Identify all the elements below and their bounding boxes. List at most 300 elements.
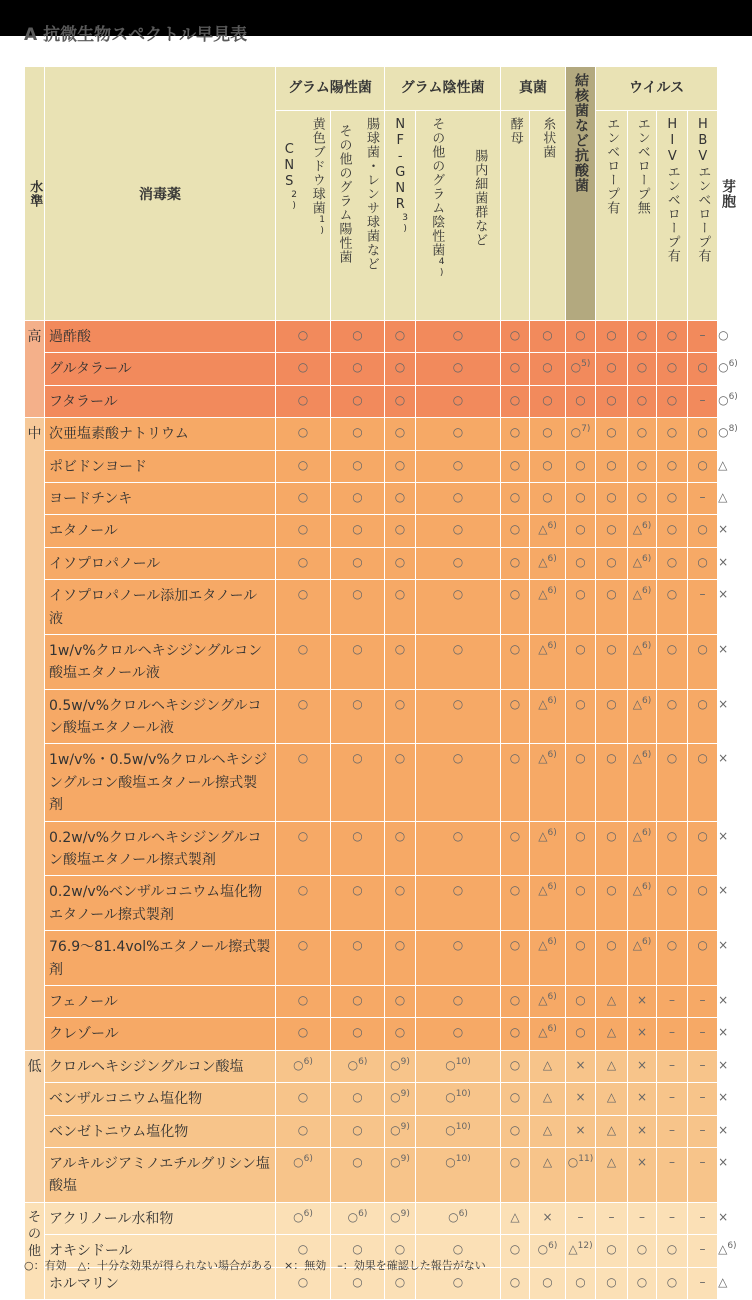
value-cell: ○ bbox=[416, 689, 501, 744]
table-row: ベンザルコニウム塩化物 ○ ○ ○$^{9)}$ ○$^{10)}$ ○ △ × △ × – – × bbox=[25, 1083, 718, 1115]
value-cell: ○$^{10)}$ bbox=[416, 1115, 501, 1147]
value-cell: ○ bbox=[596, 385, 628, 417]
value-cell: × bbox=[566, 1050, 596, 1082]
value-cell: ○$^{10)}$ bbox=[416, 1147, 501, 1202]
value-cell: △$^{6)}$ bbox=[530, 985, 566, 1017]
value-cell: ○$^{6)}$ bbox=[331, 1202, 385, 1234]
value-cell: △$^{6)}$ bbox=[530, 515, 566, 547]
value-cell: × bbox=[628, 1050, 657, 1082]
value-cell: ○ bbox=[566, 515, 596, 547]
disinfectant-name: ポビドンヨード bbox=[45, 450, 276, 482]
value-cell: ○ bbox=[596, 931, 628, 986]
value-cell: ○ bbox=[385, 547, 416, 579]
column-header-label: その他のグラム陽性菌 bbox=[336, 124, 352, 264]
value-cell: ○ bbox=[385, 353, 416, 385]
value-cell: ○ bbox=[276, 744, 331, 821]
value-cell: ○ bbox=[566, 985, 596, 1017]
disinfectant-name: アルキルジアミノエチルグリシン塩酸塩 bbox=[45, 1147, 276, 1202]
value-cell: ○ bbox=[688, 547, 718, 579]
value-cell: ○ bbox=[416, 1267, 501, 1299]
value-cell: △ bbox=[596, 1083, 628, 1115]
value-cell: ○ bbox=[276, 634, 331, 689]
value-cell: △ bbox=[530, 1050, 566, 1082]
value-cell: △$^{6)}$ bbox=[530, 1018, 566, 1050]
column-header-label: HBVエンベロープ有 bbox=[695, 117, 711, 263]
value-cell: ○ bbox=[385, 744, 416, 821]
value-cell: △ bbox=[530, 1147, 566, 1202]
value-cell: – bbox=[657, 1115, 688, 1147]
table-row: グルタラール ○ ○ ○ ○ ○ ○ ○$^{5)}$ ○ ○ ○ ○ ○$^{6)}$ bbox=[25, 353, 718, 385]
value-cell: △ bbox=[501, 1202, 530, 1234]
value-cell: ○$^{11)}$ bbox=[566, 1147, 596, 1202]
value-cell: ○ bbox=[688, 744, 718, 821]
value-cell: ○ bbox=[501, 634, 530, 689]
value-cell: ○ bbox=[331, 1018, 385, 1050]
value-cell: ○ bbox=[276, 321, 331, 353]
value-cell: ○ bbox=[331, 1115, 385, 1147]
value-cell: ○ bbox=[385, 1267, 416, 1299]
value-cell: ○ bbox=[566, 931, 596, 986]
column-header-label: 腸球菌・レンサ球菌など bbox=[364, 117, 379, 271]
column-header-label: CNS$^{2)}$ bbox=[281, 142, 300, 212]
level-cell: 中 bbox=[25, 418, 45, 1051]
value-cell: △$^{6)}$ bbox=[530, 547, 566, 579]
column-header-label: 腸内細菌群など bbox=[472, 149, 488, 247]
value-cell: ○ bbox=[566, 321, 596, 353]
value-cell: – bbox=[566, 1202, 596, 1234]
value-cell: ○ bbox=[331, 821, 385, 876]
disinfectant-name: 1w/v%・0.5w/v%クロルヘキシジングルコン酸塩エタノール擦式製剤 bbox=[45, 744, 276, 821]
value-cell: ○ bbox=[530, 385, 566, 417]
value-cell: ○ bbox=[276, 821, 331, 876]
value-cell: △$^{6)}$ bbox=[530, 580, 566, 635]
value-cell: ○ bbox=[501, 689, 530, 744]
disinfectant-name: アクリノール水和物 bbox=[45, 1202, 276, 1234]
value-cell: ○ bbox=[596, 689, 628, 744]
value-cell: ○ bbox=[385, 876, 416, 931]
value-cell: ○ bbox=[628, 450, 657, 482]
value-cell: ○ bbox=[566, 821, 596, 876]
value-cell: ○ bbox=[331, 876, 385, 931]
value-cell: ○ bbox=[331, 1083, 385, 1115]
disinfectant-name: 次亜塩素酸ナトリウム bbox=[45, 418, 276, 450]
value-cell: ○ bbox=[331, 353, 385, 385]
table-row: 高 過酢酸 ○ ○ ○ ○ ○ ○ ○ ○ ○ ○ – ○ bbox=[25, 321, 718, 353]
value-cell: ○ bbox=[416, 482, 501, 514]
value-cell: ○ bbox=[331, 321, 385, 353]
table-row: 76.9～81.4vol%エタノール擦式製剤 ○ ○ ○ ○ ○ △$^{6)}$ ○ ○ △$^{6)}$ ○ ○ × bbox=[25, 931, 718, 986]
value-cell: ○ bbox=[596, 450, 628, 482]
disinfectant-name: クレゾール bbox=[45, 1018, 276, 1050]
value-cell: ○ bbox=[628, 353, 657, 385]
value-cell: ○ bbox=[385, 450, 416, 482]
group-fungi: 真菌 bbox=[501, 67, 566, 111]
value-cell: ○ bbox=[566, 634, 596, 689]
value-cell: ○ bbox=[596, 547, 628, 579]
value-cell: ○ bbox=[416, 321, 501, 353]
value-cell: ○ bbox=[688, 353, 718, 385]
value-cell: ○ bbox=[657, 547, 688, 579]
table-row: ヨードチンキ ○ ○ ○ ○ ○ ○ ○ ○ ○ ○ – △ bbox=[25, 482, 718, 514]
value-cell: △ bbox=[596, 1050, 628, 1082]
disinfectant-name: イソプロパノール bbox=[45, 547, 276, 579]
table-row: 0.2w/v%ベンザルコニウム塩化物エタノール擦式製剤 ○ ○ ○ ○ ○ △$^{6)}$ ○ ○ △$^{6)}$ ○ ○ × bbox=[25, 876, 718, 931]
spectrum-table bbox=[24, 66, 738, 1300]
level-header-label: 水準 bbox=[27, 179, 43, 208]
value-cell: ○ bbox=[276, 876, 331, 931]
table-row: 0.5w/v%クロルヘキシジングルコン酸塩エタノール液 ○ ○ ○ ○ ○ △$^{6)}$ ○ ○ △$^{6)}$ ○ ○ × bbox=[25, 689, 718, 744]
value-cell: ○ bbox=[657, 931, 688, 986]
value-cell: ○ bbox=[501, 876, 530, 931]
disinfectant-header: 消毒薬 bbox=[45, 67, 276, 321]
value-cell: ○ bbox=[416, 580, 501, 635]
value-cell: ○ bbox=[331, 385, 385, 417]
value-cell: ○ bbox=[276, 353, 331, 385]
table-row: 1w/v%クロルヘキシジングルコン酸塩エタノール液 ○ ○ ○ ○ ○ △$^{6)}$ ○ ○ △$^{6)}$ ○ ○ × bbox=[25, 634, 718, 689]
value-cell: ○ bbox=[628, 482, 657, 514]
value-cell: ○ bbox=[385, 1235, 416, 1267]
value-cell: ○ bbox=[385, 634, 416, 689]
value-cell: △$^{6)}$ bbox=[530, 931, 566, 986]
table-row: アルキルジアミノエチルグリシン塩酸塩 ○$^{6)}$ ○ ○$^{9)}$ ○$^{10)}$ ○ △ ○$^{11)}$ △ × – – × bbox=[25, 1147, 718, 1202]
column-header bbox=[596, 111, 628, 321]
value-cell: △ bbox=[530, 1083, 566, 1115]
value-cell: ○ bbox=[385, 821, 416, 876]
value-cell: ○$^{6)}$ bbox=[276, 1202, 331, 1234]
value-cell: ○ bbox=[276, 689, 331, 744]
value-cell: – bbox=[688, 1115, 718, 1147]
value-cell: △ bbox=[596, 985, 628, 1017]
value-cell: ○ bbox=[331, 580, 385, 635]
value-cell: ○ bbox=[596, 821, 628, 876]
value-cell: ○ bbox=[628, 1267, 657, 1299]
value-cell: ○ bbox=[416, 385, 501, 417]
column-header bbox=[276, 111, 331, 321]
column-header-label: NF-GNR$^{3)}$ bbox=[392, 117, 411, 235]
level-cell: 高 bbox=[25, 321, 45, 418]
value-cell: ○ bbox=[385, 321, 416, 353]
column-header bbox=[530, 111, 566, 321]
value-cell: ○ bbox=[657, 353, 688, 385]
column-header-label: エンベロープ有 bbox=[604, 117, 620, 215]
value-cell: ○$^{6)}$ bbox=[276, 1050, 331, 1082]
table-row: エタノール ○ ○ ○ ○ ○ △$^{6)}$ ○ ○ △$^{6)}$ ○ ○ × bbox=[25, 515, 718, 547]
table-row: オキシドール ○ ○ ○ ○ ○ ○$^{6)}$ △$^{12)}$ ○ ○ ○ – △$^{6)}$ bbox=[25, 1235, 718, 1267]
value-cell: ○$^{9)}$ bbox=[385, 1115, 416, 1147]
column-header bbox=[331, 111, 385, 321]
value-cell: ○ bbox=[657, 321, 688, 353]
table-row: 1w/v%・0.5w/v%クロルヘキシジングルコン酸塩エタノール擦式製剤 ○ ○ ○ ○ ○ △$^{6)}$ ○ ○ △$^{6)}$ ○ ○ × bbox=[25, 744, 718, 821]
value-cell: – bbox=[688, 1050, 718, 1082]
value-cell: ○ bbox=[530, 482, 566, 514]
value-cell: ○ bbox=[416, 353, 501, 385]
value-cell: × bbox=[530, 1202, 566, 1234]
value-cell: ○ bbox=[501, 547, 530, 579]
value-cell: – bbox=[596, 1202, 628, 1234]
value-cell: △$^{6)}$ bbox=[628, 931, 657, 986]
value-cell: ○ bbox=[385, 418, 416, 450]
value-cell: ○ bbox=[276, 515, 331, 547]
table-row: ポビドンヨード ○ ○ ○ ○ ○ ○ ○ ○ ○ ○ ○ △ bbox=[25, 450, 718, 482]
column-header bbox=[628, 111, 657, 321]
value-cell: – bbox=[688, 385, 718, 417]
value-cell: △$^{6)}$ bbox=[628, 515, 657, 547]
tb-header-label: 結核菌など抗酸菌 bbox=[572, 73, 589, 193]
value-cell: ○ bbox=[596, 1267, 628, 1299]
value-cell: △ bbox=[596, 1115, 628, 1147]
value-cell: △$^{6)}$ bbox=[628, 580, 657, 635]
value-cell: – bbox=[657, 1018, 688, 1050]
value-cell: ○ bbox=[331, 634, 385, 689]
value-cell: ○ bbox=[596, 634, 628, 689]
value-cell: ○ bbox=[501, 1147, 530, 1202]
value-cell: ○ bbox=[596, 482, 628, 514]
value-cell: ○ bbox=[501, 450, 530, 482]
value-cell: ○ bbox=[331, 450, 385, 482]
value-cell: ○ bbox=[628, 321, 657, 353]
value-cell: ○ bbox=[501, 418, 530, 450]
value-cell: △$^{6)}$ bbox=[628, 634, 657, 689]
spore-header-label: 芽胞 bbox=[719, 178, 736, 209]
value-cell: △ bbox=[596, 1018, 628, 1050]
value-cell: △$^{6)}$ bbox=[530, 634, 566, 689]
value-cell: ○$^{9)}$ bbox=[385, 1202, 416, 1234]
value-cell: ○$^{9)}$ bbox=[385, 1050, 416, 1082]
table-row: ホルマリン ○ ○ ○ ○ ○ ○ ○ ○ ○ ○ – △ bbox=[25, 1267, 718, 1299]
value-cell: – bbox=[657, 1147, 688, 1202]
column-header-label: その他のグラム陰性菌$^{4)}$ bbox=[429, 117, 447, 279]
value-cell: – bbox=[628, 1202, 657, 1234]
value-cell: ○ bbox=[688, 634, 718, 689]
value-cell: ○ bbox=[276, 1115, 331, 1147]
value-cell: ○$^{10)}$ bbox=[416, 1083, 501, 1115]
value-cell: ○ bbox=[276, 1235, 331, 1267]
value-cell: ○ bbox=[628, 1235, 657, 1267]
value-cell: ○ bbox=[416, 744, 501, 821]
value-cell: ○ bbox=[276, 580, 331, 635]
value-cell: ○ bbox=[501, 931, 530, 986]
disinfectant-name: 76.9～81.4vol%エタノール擦式製剤 bbox=[45, 931, 276, 986]
value-cell: ○ bbox=[657, 418, 688, 450]
value-cell: ○ bbox=[331, 689, 385, 744]
value-cell: ○ bbox=[657, 385, 688, 417]
disinfectant-name: 0.5w/v%クロルヘキシジングルコン酸塩エタノール液 bbox=[45, 689, 276, 744]
value-cell: ○ bbox=[276, 385, 331, 417]
value-cell: ○ bbox=[657, 450, 688, 482]
value-cell: ○ bbox=[657, 821, 688, 876]
value-cell: ○ bbox=[385, 689, 416, 744]
value-cell: △ bbox=[596, 1147, 628, 1202]
value-cell: ○ bbox=[416, 547, 501, 579]
value-cell: ○ bbox=[501, 1267, 530, 1299]
disinfectant-name: ベンゼトニウム塩化物 bbox=[45, 1115, 276, 1147]
table-row: 低 クロルヘキシジングルコン酸塩 ○$^{6)}$ ○$^{6)}$ ○$^{9)}$ ○$^{10)}$ ○ △ × △ × – – × bbox=[25, 1050, 718, 1082]
disinfectant-name: ホルマリン bbox=[45, 1267, 276, 1299]
column-header-label: 黄色ブドウ球菌$^{1)}$ bbox=[309, 117, 328, 237]
value-cell: ○ bbox=[416, 1018, 501, 1050]
value-cell: ○ bbox=[596, 876, 628, 931]
value-cell: ○ bbox=[566, 876, 596, 931]
value-cell: ○ bbox=[501, 821, 530, 876]
value-cell: ○ bbox=[530, 450, 566, 482]
table-row: イソプロパノール ○ ○ ○ ○ ○ △$^{6)}$ ○ ○ △$^{6)}$ ○ ○ × bbox=[25, 547, 718, 579]
value-cell: ○ bbox=[566, 744, 596, 821]
value-cell: ○ bbox=[501, 353, 530, 385]
value-cell: ○$^{9)}$ bbox=[385, 1147, 416, 1202]
value-cell: ○ bbox=[501, 515, 530, 547]
legend: ○：有効 △：十分な効果が得られない場合がある ×：無効 –：効果を確認した報告がない bbox=[24, 1259, 486, 1272]
value-cell: ○ bbox=[688, 931, 718, 986]
value-cell: ○ bbox=[416, 450, 501, 482]
value-cell: ○ bbox=[688, 418, 718, 450]
disinfectant-name: 1w/v%クロルヘキシジングルコン酸塩エタノール液 bbox=[45, 634, 276, 689]
value-cell: ○ bbox=[385, 931, 416, 986]
value-cell: ○ bbox=[501, 482, 530, 514]
column-header bbox=[657, 111, 688, 321]
value-cell: ○ bbox=[385, 385, 416, 417]
value-cell: ○ bbox=[331, 1267, 385, 1299]
value-cell: ○ bbox=[688, 515, 718, 547]
value-cell: ○ bbox=[385, 482, 416, 514]
value-cell: ○ bbox=[530, 321, 566, 353]
value-cell: ○ bbox=[416, 515, 501, 547]
level-cell: その他 bbox=[25, 1202, 45, 1299]
value-cell: – bbox=[688, 1083, 718, 1115]
table-row: ベンゼトニウム塩化物 ○ ○ ○$^{9)}$ ○$^{10)}$ ○ △ × △ × – – × bbox=[25, 1115, 718, 1147]
value-cell: △$^{6)}$ bbox=[530, 744, 566, 821]
value-cell: × bbox=[628, 1115, 657, 1147]
table-row: 0.2w/v%クロルヘキシジングルコン酸塩エタノール擦式製剤 ○ ○ ○ ○ ○ △$^{6)}$ ○ ○ △$^{6)}$ ○ ○ × bbox=[25, 821, 718, 876]
value-cell: △ bbox=[530, 1115, 566, 1147]
value-cell: ○ bbox=[276, 1083, 331, 1115]
disinfectant-name: フタラール bbox=[45, 385, 276, 417]
value-cell: ○$^{10)}$ bbox=[416, 1050, 501, 1082]
value-cell: ○ bbox=[596, 1235, 628, 1267]
value-cell: ○ bbox=[657, 482, 688, 514]
disinfectant-name: グルタラール bbox=[45, 353, 276, 385]
value-cell: ○ bbox=[501, 1083, 530, 1115]
value-cell: ○ bbox=[596, 744, 628, 821]
value-cell: ○ bbox=[596, 418, 628, 450]
group-virus: ウイルス bbox=[596, 67, 718, 111]
value-cell: ○ bbox=[331, 1147, 385, 1202]
value-cell: ○ bbox=[501, 1235, 530, 1267]
value-cell: ○ bbox=[416, 634, 501, 689]
value-cell: ○$^{9)}$ bbox=[385, 1083, 416, 1115]
disinfectant-name: エタノール bbox=[45, 515, 276, 547]
table-row: フタラール ○ ○ ○ ○ ○ ○ ○ ○ ○ ○ – ○$^{6)}$ bbox=[25, 385, 718, 417]
value-cell: △$^{6)}$ bbox=[530, 689, 566, 744]
value-cell: ○ bbox=[331, 985, 385, 1017]
value-cell: ○$^{7)}$ bbox=[566, 418, 596, 450]
disinfectant-name: クロルヘキシジングルコン酸塩 bbox=[45, 1050, 276, 1082]
column-header-label: HIVエンベロープ有 bbox=[664, 117, 680, 263]
value-cell: × bbox=[628, 985, 657, 1017]
value-cell: ○ bbox=[276, 547, 331, 579]
value-cell: ○ bbox=[688, 450, 718, 482]
value-cell: – bbox=[688, 580, 718, 635]
value-cell: ○ bbox=[566, 450, 596, 482]
column-header-label: 糸状菌 bbox=[540, 117, 556, 159]
value-cell: ○ bbox=[416, 985, 501, 1017]
value-cell: △$^{6)}$ bbox=[628, 876, 657, 931]
value-cell: △$^{12)}$ bbox=[566, 1235, 596, 1267]
value-cell: ○ bbox=[530, 418, 566, 450]
value-cell: ○ bbox=[657, 634, 688, 689]
value-cell: ○ bbox=[688, 821, 718, 876]
disinfectant-name: ベンザルコニウム塩化物 bbox=[45, 1083, 276, 1115]
group-gram-negative: グラム陰性菌 bbox=[385, 67, 501, 111]
value-cell: × bbox=[628, 1083, 657, 1115]
value-cell: ○ bbox=[501, 1018, 530, 1050]
value-cell: ○ bbox=[596, 515, 628, 547]
table-row: フェノール ○ ○ ○ ○ ○ △$^{6)}$ ○ △ × – – × bbox=[25, 985, 718, 1017]
value-cell: ○ bbox=[657, 580, 688, 635]
value-cell: ○ bbox=[416, 931, 501, 986]
header-row-groups bbox=[25, 67, 718, 111]
value-cell: ○ bbox=[276, 1018, 331, 1050]
top-bar bbox=[0, 0, 752, 45]
value-cell: ○ bbox=[657, 689, 688, 744]
value-cell: – bbox=[688, 1267, 718, 1299]
value-cell: ○ bbox=[385, 1018, 416, 1050]
table-row: イソプロパノール添加エタノール液 ○ ○ ○ ○ ○ △$^{6)}$ ○ ○ △$^{6)}$ ○ – × bbox=[25, 580, 718, 635]
value-cell: ○ bbox=[530, 1267, 566, 1299]
value-cell: ○ bbox=[566, 1267, 596, 1299]
value-cell: – bbox=[688, 1235, 718, 1267]
value-cell: △$^{6)}$ bbox=[628, 821, 657, 876]
value-cell: ○ bbox=[331, 547, 385, 579]
value-cell: ○ bbox=[688, 689, 718, 744]
value-cell: ○ bbox=[276, 1267, 331, 1299]
value-cell: ○ bbox=[530, 353, 566, 385]
value-cell: × bbox=[628, 1018, 657, 1050]
value-cell: ○ bbox=[566, 482, 596, 514]
value-cell: – bbox=[657, 1083, 688, 1115]
value-cell: ○ bbox=[331, 482, 385, 514]
column-header bbox=[416, 111, 501, 321]
table-row: 中 次亜塩素酸ナトリウム ○ ○ ○ ○ ○ ○ ○$^{7)}$ ○ ○ ○ ○ ○$^{8)}$ bbox=[25, 418, 718, 450]
disinfectant-name: オキシドール bbox=[45, 1235, 276, 1267]
table-body bbox=[25, 321, 738, 1300]
value-cell: △$^{6)}$ bbox=[628, 744, 657, 821]
value-cell: ○$^{6)}$ bbox=[530, 1235, 566, 1267]
value-cell: – bbox=[688, 985, 718, 1017]
value-cell: ○ bbox=[416, 418, 501, 450]
value-cell: ○ bbox=[501, 985, 530, 1017]
value-cell: ○ bbox=[566, 689, 596, 744]
value-cell: ○ bbox=[628, 385, 657, 417]
disinfectant-name: ヨードチンキ bbox=[45, 482, 276, 514]
table-row: クレゾール ○ ○ ○ ○ ○ △$^{6)}$ ○ △ × – – × bbox=[25, 1018, 718, 1050]
value-cell: ○ bbox=[416, 1235, 501, 1267]
value-cell: – bbox=[688, 1018, 718, 1050]
value-cell: ○ bbox=[688, 876, 718, 931]
disinfectant-name: イソプロパノール添加エタノール液 bbox=[45, 580, 276, 635]
value-cell: × bbox=[566, 1115, 596, 1147]
level-header bbox=[25, 67, 45, 321]
column-header-label: 酵母 bbox=[507, 117, 523, 145]
value-cell: ○ bbox=[596, 580, 628, 635]
value-cell: ○ bbox=[331, 1235, 385, 1267]
value-cell: ○ bbox=[566, 580, 596, 635]
value-cell: ○ bbox=[276, 482, 331, 514]
value-cell: ○ bbox=[566, 385, 596, 417]
value-cell: × bbox=[566, 1083, 596, 1115]
column-header bbox=[501, 111, 530, 321]
value-cell: ○ bbox=[657, 1235, 688, 1267]
value-cell: ○ bbox=[628, 418, 657, 450]
